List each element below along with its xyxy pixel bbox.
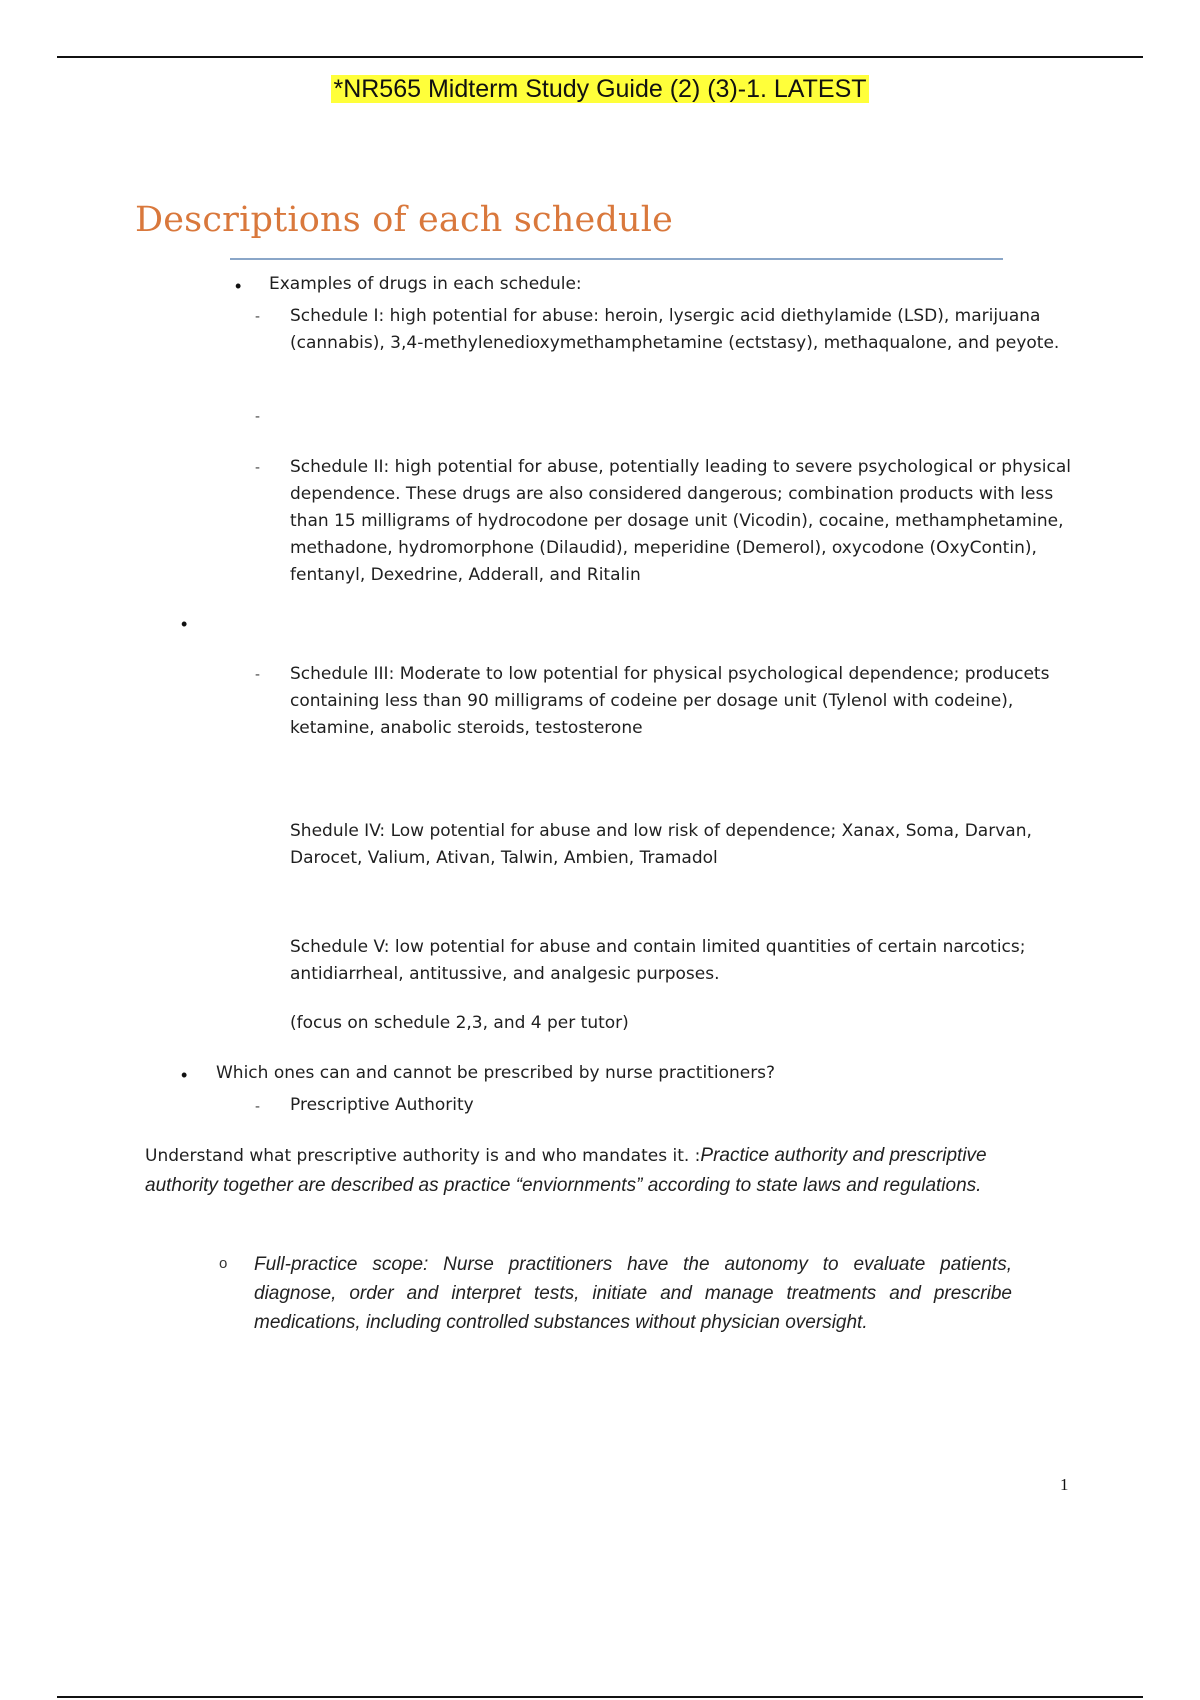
full-practice-text: Full-practice scope: Nurse practitioners have the autonomy to evaluate patients, diagnose, order and interpret tests, initiate and manage treatments and prescribe medications, including controlled substances without physician oversight. [254,1254,1012,1333]
schedule-5-text: Schedule V: low potential for abuse and contain limited quantities of certain narcotics; antidiarrheal, antitussive, and analgesic purposes. [290,937,1026,984]
bottom-rule [57,1696,1143,1698]
np-question: Which ones can and cannot be prescribed by nurse practitioners? [216,1063,776,1083]
sub-bullet-marker: o [219,1255,228,1272]
dash-marker: - [255,408,260,425]
dash-marker: - [255,308,260,325]
bullet-marker: • [235,276,242,296]
tutor-note: (focus on schedule 2,3, and 4 per tutor) [290,1013,629,1033]
bullet-marker: • [181,614,188,634]
section-heading: Descriptions of each schedule [135,200,674,240]
dash-marker: - [255,459,260,476]
schedule-2-text: Schedule II: high potential for abuse, potentially leading to severe psychological or physical dependence. These drugs are also considered dangerous; combination products with less than 15 milligrams of hydrocodone per dosage unit (Vicodin), cocaine, methamphetamine, methadone, hydromorphone (Dilaudid), meperidine (Demerol), oxycodone (OxyContin), fentanyl, Dexedrine, Adderall, and Ritalin [290,457,1071,585]
understand-paragraph [145,1141,1045,1201]
schedule-3-text: Schedule III: Moderate to low potential for physical psychological dependence; producets containing less than 90 milligrams of codeine per dosage unit (Tylenol with codeine), ketamine, anabolic steroids, testosterone [290,664,1050,738]
heading-underline [230,258,1003,260]
document-title: *NR565 Midterm Study Guide (2) (3)-1. LATEST [333,75,867,103]
prescriptive-authority: Prescriptive Authority [290,1095,474,1115]
bullet-marker: • [181,1065,188,1085]
examples-label: Examples of drugs in each schedule: [269,274,582,294]
schedule-4-text: Shedule IV: Low potential for abuse and low risk of dependence; Xanax, Soma, Darvan, Darocet, Valium, Ativan, Talwin, Ambien, Tramadol [290,821,1032,868]
top-rule [57,56,1143,58]
dash-marker: - [255,1098,260,1115]
understand-lead: Understand what prescriptive authority is and who mandates it. : [145,1146,701,1166]
dash-marker: - [255,666,260,683]
schedule-1-text: Schedule I: high potential for abuse: heroin, lysergic acid diethylamide (LSD), marijuana (cannabis), 3,4-methylenedioxymethamphetamine (ectstasy), methaqualone, and peyote. [290,306,1060,353]
understand-italic: Practice authority and prescriptive authority together are described as practice “enviornments” according to state laws and regulations. [145,1145,987,1196]
page-number: 1 [1060,1475,1069,1494]
document-title-wrap [0,73,1200,105]
